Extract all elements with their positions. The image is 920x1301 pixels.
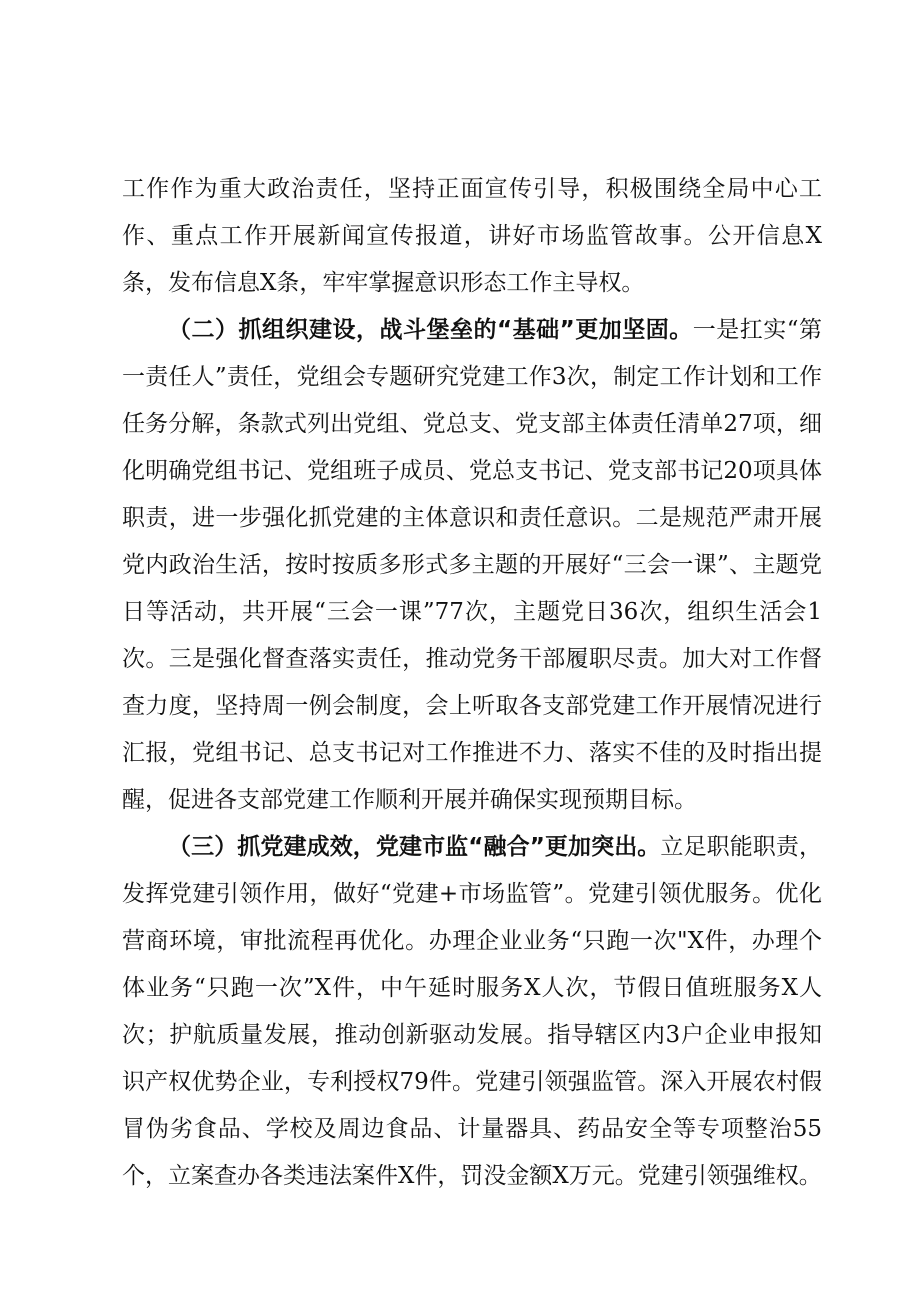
paragraph-3-text: 立足职能职责，发挥党建引领作用，做好“党建+市场监管”。党建引领优服务。优化营商环境，审批流程再优化。办理企业业务“只跑一次"X件，办理个体业务“只跑一次”X件，中午延时服务X人次，节假日值班服务X人次；护航质量发展，推动创新驱动发展。指导辖区内3户企业申报知识产权优势企业，专利授权79件。党建引领强监管。深入开展农村假冒伪劣食品、学校及周边食品、计量器具、药品安全等专项整治55个，立案查办各类违法案件X件，罚没金额X万元。党建引领强维权。 — [122, 834, 822, 1189]
paragraph-1 — [122, 166, 822, 307]
document-body — [122, 166, 822, 1200]
section-heading-2: （二）抓组织建设，战斗堡垒的“基础”更加坚固。 — [168, 317, 693, 343]
paragraph-1-text: 工作作为重大政治责任，坚持正面宣传引导，积极围绕全局中心工作、重点工作开展新闻宣传报道，讲好市场监管故事。公开信息X条，发布信息X条，牢牢掌握意识形态工作主导权。 — [122, 176, 822, 296]
paragraph-2 — [122, 307, 822, 824]
paragraph-3 — [122, 824, 822, 1200]
section-heading-3: （三）抓党建成效，党建市监“融合”更加突出。 — [168, 834, 661, 860]
paragraph-2-text: 一是扛实“第一责任人”责任，党组会专题研究党建工作3次，制定工作计划和工作任务分解，条款式列出党组、党总支、党支部主体责任清单27项，细化明确党组书记、党组班子成员、党总支书记、党支部书记20项具体职责，进一步强化抓党建的主体意识和责任意识。二是规范严肃开展党内政治生活，按时按质多形式多主题的开展好“三会一课”、主题党日等活动，共开展“三会一课”77次，主题党日36次，组织生活会1次。三是强化督查落实责任，推动党务干部履职尽责。加大对工作督查力度，坚持周一例会制度，会上听取各支部党建工作开展情况进行汇报，党组书记、总支书记对工作推进不力、落实不佳的及时指出提醒，促进各支部党建工作顺利开展并确保实现预期目标。 — [122, 317, 822, 813]
